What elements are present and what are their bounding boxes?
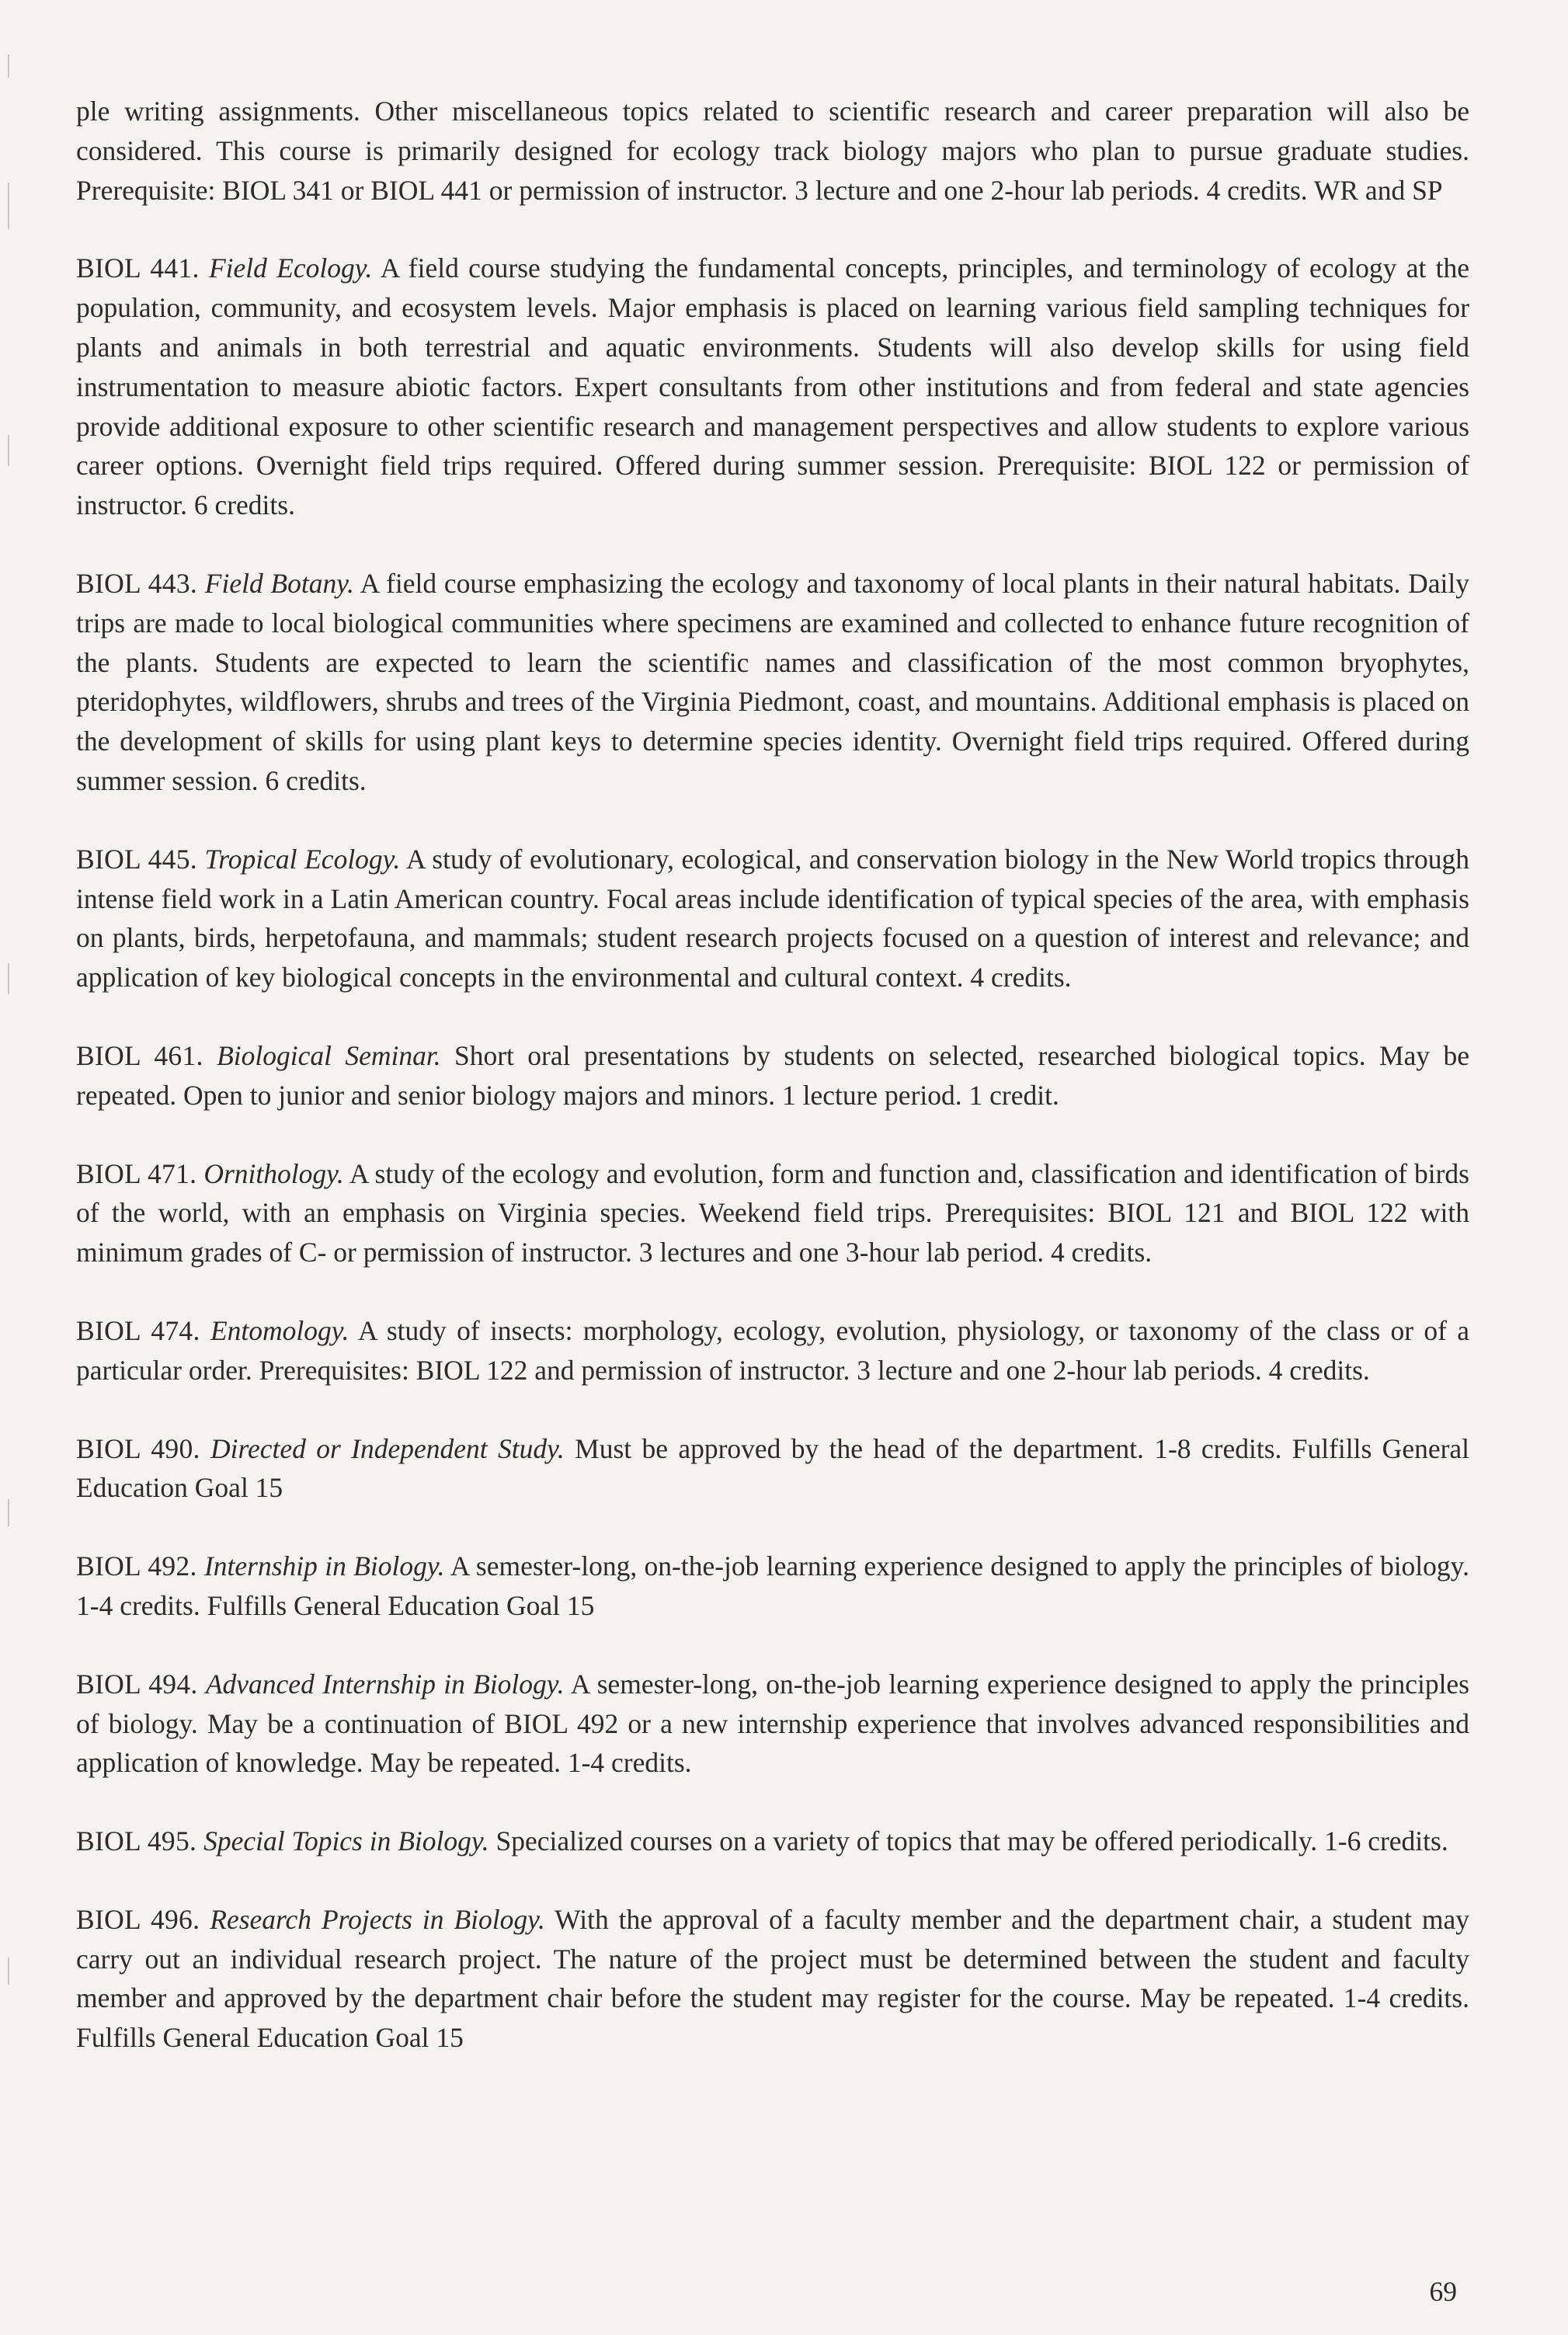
course-code: BIOL 461. — [76, 1039, 203, 1071]
course-code: BIOL 471. — [76, 1157, 197, 1189]
course-code: BIOL 492. — [76, 1550, 197, 1582]
course-entry — [76, 1822, 1469, 1861]
course-entry — [76, 1154, 1469, 1272]
course-description: A study of the ecology and evolution, form and function and, classification and identification of birds of the world, with an emphasis on Virginia species. Weekend field trips. Prerequisites: BIOL 121 and BIOL 122 with minimum grades of C- or permission of instructor. 3 lectures and one 3-hour lab period. 4 credits. — [76, 1157, 1469, 1268]
course-title: Special Topics in Biology. — [203, 1825, 489, 1857]
course-code: BIOL 494. — [76, 1668, 198, 1700]
course-entry — [76, 1900, 1469, 2058]
course-title: Tropical Ecology. — [204, 843, 401, 875]
scan-edge-mark — [8, 54, 9, 78]
course-title: Entomology. — [210, 1314, 349, 1346]
course-description: A semester-long, on-the-job learning experience designed to apply the principles of biology. 1-4 credits. Fulfills General Education Goal 15 — [76, 1550, 1469, 1621]
course-description: Must be approved by the head of the department. 1-8 credits. Fulfills General Education Goal 15 — [76, 1432, 1470, 1504]
course-entry — [76, 1665, 1469, 1783]
course-entry — [76, 1311, 1469, 1390]
course-description: A study of evolutionary, ecological, and conservation biology in the New World tropics through intense field work in a Latin American country. Focal areas include identification of typical species of the area, with emphasis on plants, birds, herpetofauna, and mammals; student research projects focused on a question of interest and relevance; and application of key biological concepts in the environmental and cultural context. 4 credits. — [76, 843, 1469, 994]
course-entry — [76, 1429, 1469, 1509]
course-code: BIOL 490. — [76, 1432, 200, 1464]
course-entry — [76, 1036, 1469, 1115]
scan-edge-mark — [8, 1499, 9, 1526]
course-description: Specialized courses on a variety of topics that may be offered periodically. 1-6 credits. — [495, 1825, 1448, 1857]
course-description: A field course emphasizing the ecology and taxonomy of local plants in their natural habitats. Daily trips are made to local biological communities where specimens are examined and collected to enhance future recognition of the plants. Students are expected to learn the scientific names and classification of the most common bryophytes, pteridophytes, wildflowers, shrubs and trees of the Virginia Piedmont, coast, and mountains. Additional emphasis is placed on the development of skills for using plant keys to determine species identity. Overnight field trips required. Offered during summer session. 6 credits. — [76, 567, 1470, 796]
intro-paragraph: ple writing assignments. Other miscellaneous topics related to scientific research and career preparation will also be considered. This course is primarily designed for ecology track biology majors who plan to pursue graduate studies. Prerequisite: BIOL 341 or BIOL 441 or permission of instructor. 3 lecture and one 2-hour lab periods. 4 credits. WR and SP — [76, 96, 1469, 206]
course-description: A study of insects: morphology, ecology, evolution, physiology, or taxonomy of the class or of a particular order. Prerequisites: BIOL 122 and permission of instructor. 3 lecture and one 2-hour lab periods. 4 credits. — [76, 1314, 1469, 1386]
catalog-page — [76, 92, 1469, 2058]
course-code: BIOL 495. — [76, 1825, 197, 1857]
course-code: BIOL 443. — [76, 567, 198, 599]
course-entry — [76, 564, 1469, 801]
page-number: 69 — [1429, 2276, 1457, 2307]
course-description: Short oral presentations by students on selected, researched biological topics. May be repeated. Open to junior and senior biology majors and minors. 1 lecture period. 1 credit. — [76, 1039, 1469, 1111]
scan-edge-mark — [8, 183, 9, 229]
course-description: With the approval of a faculty member and the department chair, a student may carry out an individual research project. The nature of the project must be determined between the student and faculty member and approved by the department chair before the student may register for the course. May be repeated. 1-4 credits. Fulfills General Education Goal 15 — [76, 1903, 1470, 2054]
course-title: Research Projects in Biology. — [210, 1903, 545, 1935]
course-entry — [76, 249, 1469, 525]
course-title: Advanced Internship in Biology. — [205, 1668, 565, 1700]
course-code: BIOL 474. — [76, 1314, 200, 1346]
scan-edge-mark — [8, 1957, 9, 1985]
scan-edge-mark — [8, 435, 9, 466]
course-title: Biological Seminar. — [217, 1039, 441, 1071]
course-code: BIOL 445. — [76, 843, 197, 875]
course-title: Field Botany. — [204, 567, 354, 599]
course-entry — [76, 840, 1469, 997]
course-title: Internship in Biology. — [203, 1550, 445, 1582]
course-title: Field Ecology. — [208, 252, 373, 284]
scan-edge-mark — [8, 963, 9, 994]
course-description: A semester-long, on-the-job learning experience designed to apply the principles of biology. May be a continuation of BIOL 492 or a new internship experience that involves advanced responsibilities and application of knowledge. May be repeated. 1-4 credits. — [76, 1668, 1470, 1779]
course-title: Directed or Independent Study. — [210, 1432, 565, 1464]
course-code: BIOL 496. — [76, 1903, 200, 1935]
course-title: Ornithology. — [203, 1157, 344, 1189]
course-entry — [76, 1547, 1469, 1626]
course-code: BIOL 441. — [76, 252, 200, 284]
course-description: A field course studying the fundamental concepts, principles, and terminology of ecology at the population, community, and ecosystem levels. Major emphasis is placed on learning various field sampling techniques for plants and animals in both terrestrial and aquatic environments. Students will also develop skills for using field instrumentation to measure abiotic factors. Expert consultants from other institutions and from federal and state agencies provide additional exposure to other scientific research and management perspectives and allow students to explore various career options. Overnight field trips required. Offered during summer session. Prerequisite: BIOL 122 or permission of instructor. 6 credits. — [76, 252, 1469, 521]
